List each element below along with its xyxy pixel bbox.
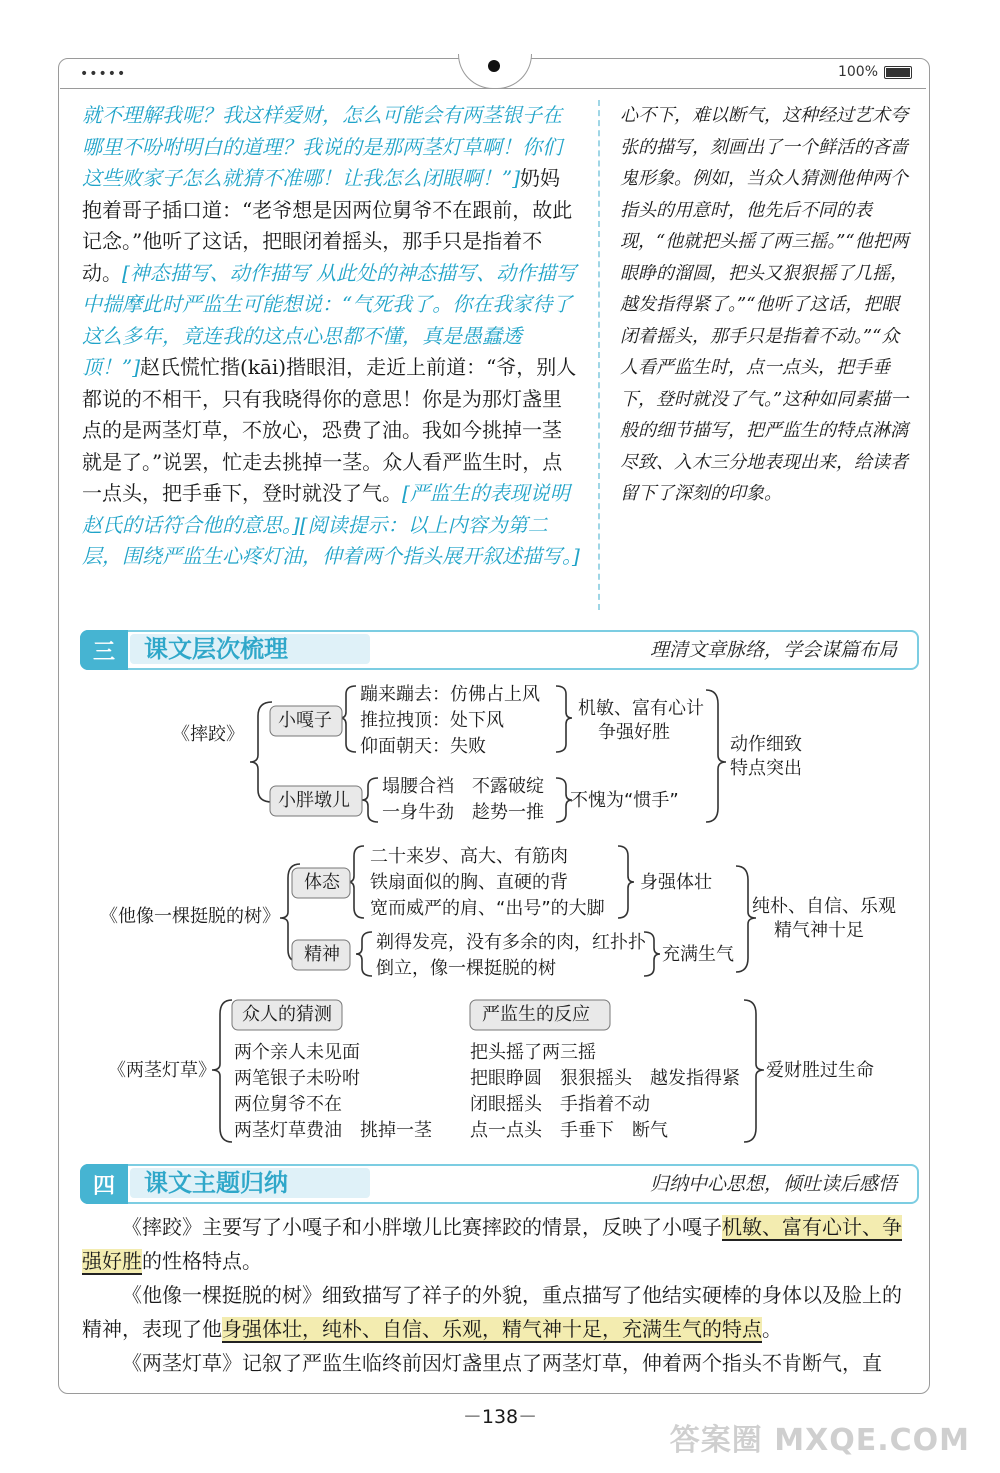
label-xiaogazi: 小嘎子	[278, 710, 332, 731]
section-subtitle: 归纳中心思想，倾吐读后感悟	[649, 1173, 897, 1195]
xp-item-2: 一身牛劲 趁势一推	[382, 802, 544, 823]
js-item-2: 倒立，像一棵挺脱的树	[376, 958, 556, 979]
theme-summary	[82, 1210, 916, 1380]
sj-summary-2: 特点突出	[730, 758, 802, 779]
label-tiitai: 体态	[304, 872, 340, 893]
xp-item-1: 塌腰合裆 不露破绽	[382, 776, 544, 797]
tt-result: 身强体壮	[640, 872, 712, 893]
annotation-1: 就不理解我呢？我这样爱财，怎么可能会有两茎银子在哪里不吩咐明白的道理？我说的是那两茎灯草啊！你们这些败家子怎么就猜不准哪！让我怎么闭眼啊！”]	[82, 103, 562, 190]
xg-item-3: 仰面朝天：失败	[360, 736, 486, 757]
label-shu: 《他像一棵挺脱的树》	[100, 906, 280, 927]
page-number: －138－	[462, 1406, 538, 1428]
highlight: 机敏、富有心计、争强好胜	[82, 1215, 902, 1273]
header-guess: 众人的猜测	[242, 1004, 332, 1025]
label-jingshen: 精神	[304, 944, 340, 965]
xg-result-1: 机敏、富有心计	[578, 698, 704, 719]
guess-4: 两茎灯草费油 挑掉一茎	[234, 1120, 432, 1141]
summary-text: 《摔跤》主要写了小嘎子和小胖墩儿比赛摔跤的情景，反映了小嘎子	[122, 1215, 722, 1239]
xg-item-1: 蹦来蹦去：仿佛占上风	[360, 684, 540, 705]
summary-text: 的性格特点。	[142, 1249, 262, 1273]
summary-para-1	[82, 1210, 916, 1278]
reaction-3: 闭眼摇头 手指着不动	[470, 1094, 650, 1115]
section-title: 课文层次梳理	[144, 635, 288, 663]
js-item-1: 剃得发亮，没有多余的肉，红扑扑	[376, 932, 646, 953]
section-badge: 四	[80, 1164, 128, 1204]
shu-summary-1: 纯朴、自信、乐观	[752, 896, 896, 917]
tt-item-2: 铁扇面似的胸、直硬的背	[370, 872, 568, 893]
highlight: 身强体壮，纯朴、自信、乐观，精气神十足，充满生气的特点	[222, 1317, 762, 1341]
guess-2: 两笔银子未吩咐	[234, 1068, 360, 1089]
summary-text: 。	[762, 1317, 782, 1341]
annotation-2: [神态描写、动作描写 从此处的神态描写、动作描写中揣摩此时严监生可能想说：“气死我了。你在我家待了这么多年，竟连我的这点心思都不懂，真是愚蠢透顶！”]	[82, 260, 577, 379]
battery-label: 100%	[837, 64, 878, 80]
section-header-theme	[80, 1164, 919, 1204]
summary-text: 《他像一棵挺脱的树》细致描写了祥子的外貌，重点描写了他结实硬棒的身体以及脸上的精神，表现了他	[82, 1283, 902, 1341]
xg-result-2: 争强好胜	[598, 722, 670, 743]
summary-para-2	[82, 1278, 916, 1346]
reaction-1: 把头摇了两三摇	[470, 1042, 596, 1063]
reaction-2: 把眼睁圆 狠狠摇头 越发指得紧	[470, 1068, 740, 1089]
xg-item-2: 推拉拽顶：处下风	[360, 710, 504, 731]
tt-item-1: 二十来岁、高大、有筋肉	[370, 846, 568, 867]
summary-para-3: 《两茎灯草》记叙了严监生临终前因灯盏里点了两茎灯草，伸着两个指头不肯断气，直	[122, 1351, 882, 1375]
js-result: 充满生气	[662, 944, 734, 965]
label-dengcao: 《两茎灯草》	[108, 1060, 216, 1081]
label-xiaopang: 小胖墩儿	[278, 790, 350, 811]
section-badge: 三	[80, 630, 128, 670]
watermark: 答案圈 MXQE.COM	[669, 1423, 970, 1458]
tt-item-3: 宽而威严的肩、“出号”的大脚	[370, 898, 605, 919]
passage-para-1: 奶妈抱着哥子插口道：“老爷想是因两位舅爷不在跟前，故此记念。”他听了这话，把眼闭着摇头，那手只是指着不动。	[82, 166, 573, 285]
dc-summary: 爱财胜过生命	[766, 1060, 874, 1081]
section-title: 课文主题归纳	[144, 1169, 288, 1197]
annotation-3: [严监生的表现说明赵氏的话符合他的意思。][阅读提示：以上内容为第二层，围绕严监生心疼灯油，伸着两个指头展开叙述描写。]	[82, 481, 580, 568]
guess-1: 两个亲人未见面	[234, 1042, 360, 1063]
label-shuaijiao: 《摔跤》	[172, 724, 244, 745]
signal-icon: •••••	[80, 66, 127, 82]
passage-para-2: 赵氏慌忙揩(kāi)揩眼泪，走近上前道：“爷，别人都说的不相干，只有我晓得你的意思！你是为那灯盏里点的是两茎灯草，不放心，恐费了油。我如今挑掉一茎就是了。”说罢，忙走去挑掉一茎。众人看严监生时，点一点头，把手垂下，登时就没了气。	[82, 355, 577, 505]
xp-result: 不愧为“惯手”	[570, 790, 679, 811]
reaction-4: 点一点头 手垂下 断气	[470, 1120, 668, 1141]
side-note: 心不下，难以断气，这种经过艺术夸张的描写，刻画出了一个鲜活的吝啬鬼形象。例如，当众人猜测他伸两个指头的用意时，他先后不同的表现，“他就把头摇了两三摇。”“他把两眼睁的溜圆，把头又狠狠摇了几摇，越发指得紧了。”“他听了这话，把眼闭着摇头，那手只是指着不动。”“众人看严监生时，点一点头，把手垂下，登时就没了气。”这种如同素描一般的细节描写，把严监生的特点淋漓尽致、入木三分地表现出来，给读者留下了深刻的印象。	[620, 105, 909, 504]
sj-summary-1: 动作细致	[730, 734, 802, 755]
section-subtitle: 理清文章脉络，学会谋篇布局	[649, 639, 897, 661]
header-reaction: 严监生的反应	[482, 1004, 590, 1025]
guess-3: 两位舅爷不在	[234, 1094, 342, 1115]
shu-summary-2: 精气神十足	[774, 920, 864, 941]
